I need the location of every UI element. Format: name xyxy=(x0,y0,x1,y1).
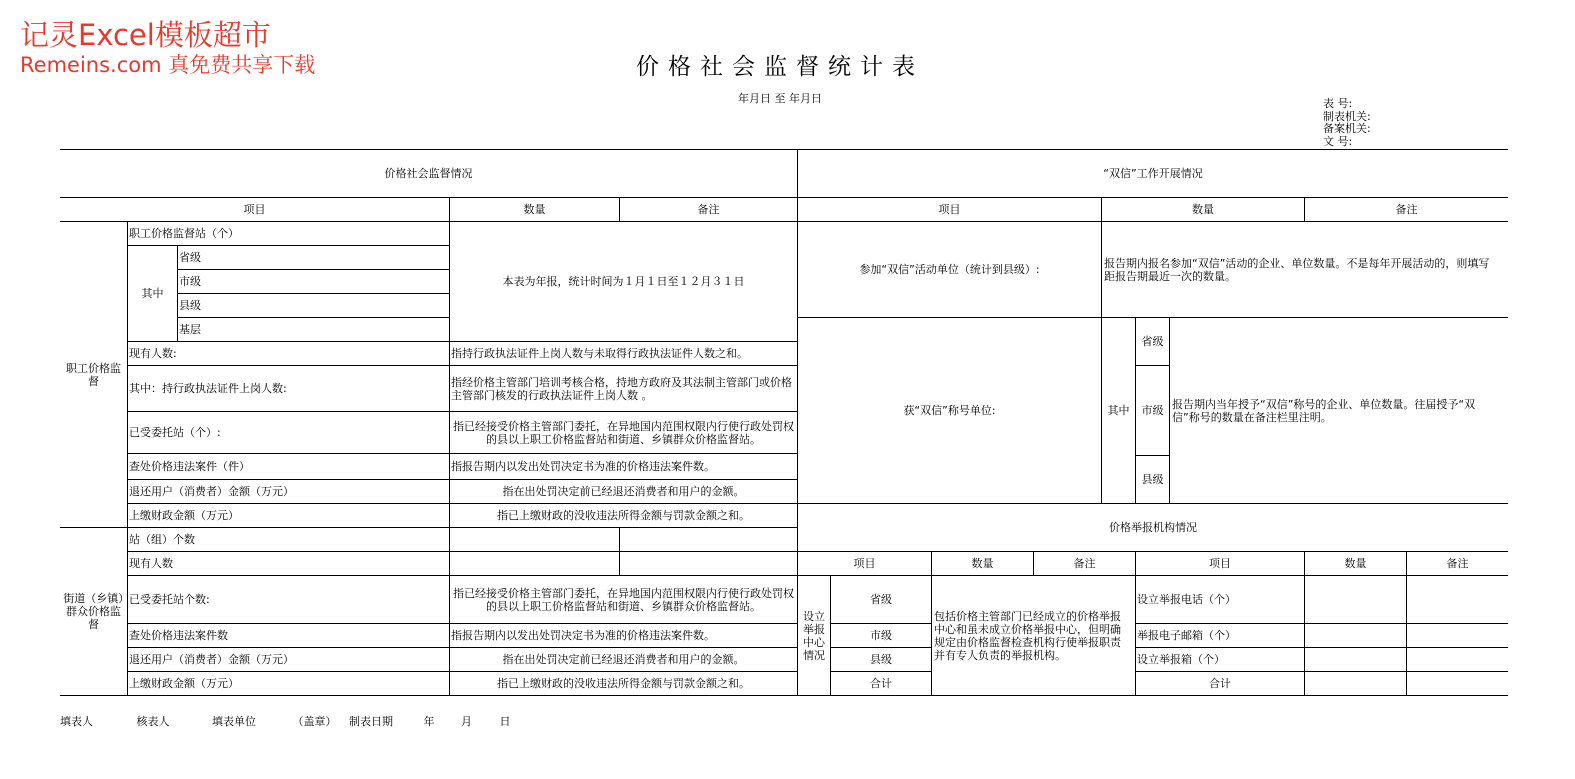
left-header-qty: 数量 xyxy=(450,198,620,222)
row-center-county: 县级 xyxy=(831,648,932,672)
row-g2-cases: 查处价格违法案件数 xyxy=(128,624,450,648)
note-finance: 指已上缴财政的没收违法所得金额与罚款金额之和。 xyxy=(450,504,798,528)
report-section-title: 价格举报机构情况 xyxy=(798,504,1508,552)
row-awarded-city: 市级 xyxy=(1136,366,1170,456)
right-header-qty: 数量 xyxy=(1102,198,1305,222)
page-title: 价格社会监督统计表 xyxy=(636,54,924,80)
report-header-item-2: 项目 xyxy=(1136,552,1305,576)
row-g2-staff: 现有人数 xyxy=(128,552,450,576)
cell-g2-staff-note xyxy=(620,552,798,576)
note-participating-units: 报告期内报名参加“双信”活动的企业、单位数量。不是每年开展活动的，则填写距报告期最近一次的数量。 xyxy=(1102,222,1508,318)
row-g2-finance: 上缴财政金额（万元） xyxy=(128,672,450,696)
row-awarded-provincial: 省级 xyxy=(1136,318,1170,366)
left-header-note: 备注 xyxy=(620,198,798,222)
meta-filing: 备案机关: xyxy=(1323,122,1371,135)
row-g2-entrusted: 已受委托站个数: xyxy=(128,576,450,624)
footer-date-label: 制表日期 xyxy=(349,715,393,728)
right-header-item: 项目 xyxy=(798,198,1102,222)
cell-box-note xyxy=(1407,648,1508,672)
report-header-item-1: 项目 xyxy=(798,552,932,576)
cell-phone-note xyxy=(1407,576,1508,624)
note-report-center: 包括价格主管部门已经成立的价格举报中心和虽未成立价格举报中心，但明确规定由价格监督检查机构行使举报职责并有专人负责的举报机构。 xyxy=(932,576,1136,696)
row-report-phone: 设立举报电话（个） xyxy=(1136,576,1305,624)
row-center-provincial: 省级 xyxy=(831,576,932,624)
meta-issuer: 制表机关: xyxy=(1323,109,1371,123)
row-finance: 上缴财政金额（万元） xyxy=(128,504,450,528)
cell-g2-station-note xyxy=(620,528,798,552)
note-certified-staff: 指经价格主管部门培训考核合格，持地方政府及其法制主管部门或价格主管部门核发的行政执法证件上岗人数 。 xyxy=(450,366,798,412)
row-awarded-units: 获“双信”称号单位: xyxy=(798,318,1102,504)
report-header-note-2: 备注 xyxy=(1407,552,1508,576)
note-cases: 指报告期内以发出处罚决定书为准的价格违法案件数。 xyxy=(450,454,798,480)
right-header-note: 备注 xyxy=(1305,198,1508,222)
date-range: 年月日 至 年月日 xyxy=(738,92,822,105)
row-entrusted-stations: 已受委托站（个）: xyxy=(128,412,450,454)
group-street-supervision: 街道（乡镇）群众价格监督 xyxy=(60,528,128,696)
row-provincial: 省级 xyxy=(178,246,450,270)
row-refund: 退还用户（消费者）金额（万元） xyxy=(128,480,450,504)
footer-reviewer: 核表人 xyxy=(136,715,170,728)
left-section-title: 价格社会监督情况 xyxy=(60,150,798,198)
left-header-item: 项目 xyxy=(60,198,450,222)
cell-phone-qty xyxy=(1305,576,1407,624)
cell-g2-staff-qty xyxy=(450,552,620,576)
row-county: 县级 xyxy=(178,294,450,318)
watermark-subtitle: Remeins.com 真免费共享下载 xyxy=(20,53,316,77)
footer-seal: （盖章） xyxy=(292,715,337,728)
note-g2-refund: 指在出处罚决定前已经退还消费者和用户的金额。 xyxy=(450,648,798,672)
cell-g2-station-qty xyxy=(450,528,620,552)
report-header-qty-2: 数量 xyxy=(1305,552,1407,576)
footer-month: 月 xyxy=(461,715,472,728)
row-current-staff: 现有人数: xyxy=(128,342,450,366)
note-entrusted-stations: 指已经接受价格主管部门委托，在异地国内范围权限内行使行政处罚权的县以上职工价格监督站和街道、乡镇群众价格监督站。 xyxy=(450,412,798,454)
row-center-city: 市级 xyxy=(831,624,932,648)
row-cases: 查处价格违法案件（件） xyxy=(128,454,450,480)
row-g2-station-count: 站（组）个数 xyxy=(128,528,450,552)
report-header-note-1: 备注 xyxy=(1034,552,1136,576)
note-annual-report: 本表为年报，统计时间为１月１日至１２月３１日 xyxy=(450,222,798,342)
label-of-which: 其中 xyxy=(128,246,178,342)
report-header-qty-1: 数量 xyxy=(932,552,1034,576)
label-report-center: 设立举报中心情况 xyxy=(798,576,831,696)
row-center-total: 合计 xyxy=(831,672,932,696)
note-g2-cases: 指报告期内以发出处罚决定书为准的价格违法案件数。 xyxy=(450,624,798,648)
footer-year: 年 xyxy=(423,715,435,728)
row-certified-staff: 其中：持行政执法证件上岗人数: xyxy=(128,366,450,412)
row-report-box: 设立举报箱（个） xyxy=(1136,648,1305,672)
cell-total-qty xyxy=(1305,672,1407,696)
note-refund: 指在出处罚决定前已经退还消费者和用户的金额。 xyxy=(450,480,798,504)
group-staff-supervision: 职工价格监督 xyxy=(60,222,128,528)
watermark-title: 记灵Excel模板超市 xyxy=(20,18,271,52)
footer-unit: 填表单位 xyxy=(212,715,256,728)
row-grassroots: 基层 xyxy=(178,318,450,342)
row-g2-refund: 退还用户（消费者）金额（万元） xyxy=(128,648,450,672)
row-report-email: 举报电子邮箱（个） xyxy=(1136,624,1305,648)
footer-filler: 填表人 xyxy=(60,715,93,728)
cell-email-note xyxy=(1407,624,1508,648)
footer-day: 日 xyxy=(499,715,511,728)
row-awarded-county: 县级 xyxy=(1136,456,1170,504)
row-report-total: 合计 xyxy=(1136,672,1305,696)
note-current-staff: 指持行政执法证件上岗人数与未取得行政执法证件人数之和。 xyxy=(450,342,798,366)
form-meta xyxy=(1323,98,1371,148)
note-g2-finance: 指已上缴财政的没收违法所得金额与罚款金额之和。 xyxy=(450,672,798,696)
cell-email-qty xyxy=(1305,624,1407,648)
cell-total-note xyxy=(1407,672,1508,696)
right-section-title: “双信”工作开展情况 xyxy=(798,150,1508,198)
note-g2-entrusted: 指已经接受价格主管部门委托，在异地国内范围权限内行使行政处罚权的县以上职工价格监督站和街道、乡镇群众价格监督站。 xyxy=(450,576,798,624)
note-awarded-units: 报告期内当年授予“双信”称号的企业、单位数量。往届授予“双信”称号的数量在备注栏里注明。 xyxy=(1170,318,1508,504)
meta-doc-no: 文 号: xyxy=(1323,134,1353,148)
meta-form-no: 表 号: xyxy=(1323,97,1353,110)
row-staff-station: 职工价格监督站（个） xyxy=(128,222,450,246)
row-participating-units: 参加“双信”活动单位（统计到县级）: xyxy=(798,222,1102,318)
footer-signatures xyxy=(60,713,511,729)
cell-box-qty xyxy=(1305,648,1407,672)
label-awarded-of-which: 其中 xyxy=(1102,318,1136,504)
row-city: 市级 xyxy=(178,270,450,294)
